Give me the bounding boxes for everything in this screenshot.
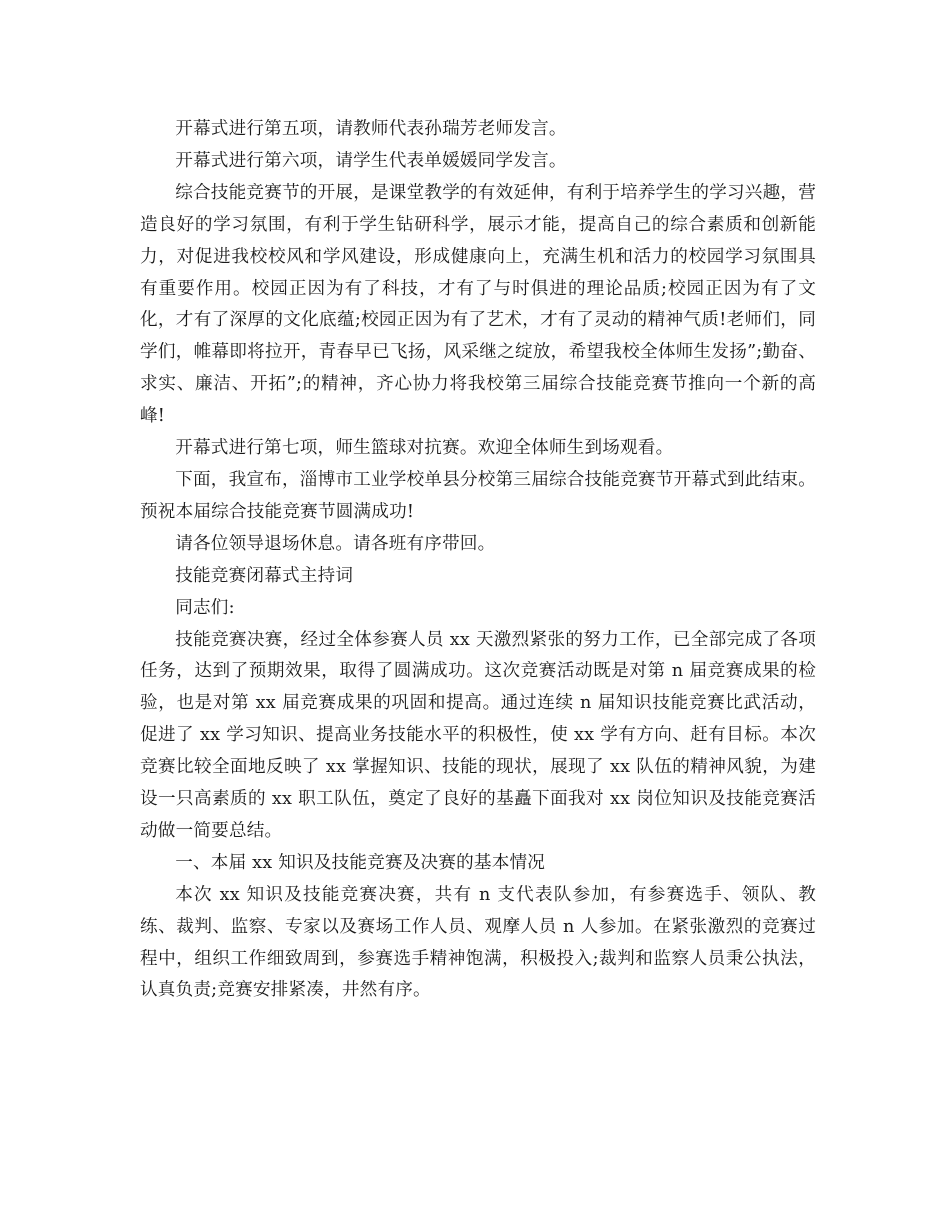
paragraph-closing-announcement: 下面，我宣布，淄博市工业学校单县分校第三届综合技能竞赛节开幕式到此结束。预祝本届综合技能竞赛节圆满成功! [140,469,816,522]
paragraph-competition-details: 本次 xx 知识及技能竞赛决赛，共有 n 支代表队参加，有参赛选手、领队、教练、裁判、监察、专家以及赛场工作人员、观摩人员 n 人参加。在紧张激烈的竞赛过程中，组织工作细致周到，参赛选手精神饱满，积极投入;裁判和监察人员秉公执法，认真负责;竞赛安排紧凑，井然有序。 [140,884,816,1001]
paragraph-leaders-leave: 请各位领导退场休息。请各班有序带回。 [175,533,496,554]
section-heading-basic-situation: 一、本届 xx 知识及技能竞赛及决赛的基本情况 [175,852,546,873]
section-heading-closing-script: 技能竞赛闭幕式主持词 [175,565,354,586]
paragraph-item-5-speech: 开幕式进行第五项，请教师代表孙瑞芳老师发言。 [175,119,567,139]
paragraph-salutation: 同志们: [175,597,235,618]
paragraph-item-6-speech: 开幕式进行第六项，请学生代表单媛媛同学发言。 [175,150,567,171]
paragraph-item-7-basketball: 开幕式进行第七项，师生篮球对抗赛。欢迎全体师生到场观看。 [175,438,674,459]
paragraph-skills-festival: 综合技能竞赛节的开展，是课堂教学的有效延伸，有利于培养学生的学习兴趣，营造良好的学习氛围，有利于学生钻研科学，展示才能，提高自己的综合素质和创新能力，对促进我校校风和学风建设，形成健康向上，充满生机和活力的校园学习氛围具有重要作用。校园正因为有了科技，才有了与时俱进的理论品质;校园正因为有了文化，才有了深厚的文化底蕴;校园正因为有了艺术，才有了灵动的精神气质!老师们，同学们，帷幕即将拉开，青春早已飞扬，风采继之绽放，希望我校全体师生发扬”;勤奋、求实、廉洁、开拓”;的精神，齐心协力将我校第三届综合技能竞赛节推向一个新的高峰! [140,182,816,427]
paragraph-final-summary: 技能竞赛决赛，经过全体参赛人员 xx 天激烈紧张的努力工作，已全部完成了各项任务，达到了预期效果，取得了圆满成功。这次竞赛活动既是对第 n 届竞赛成果的检验，也是对第 xx 届竞赛成果的巩固和提高。通过连续 n 届知识技能竞赛比武活动，促进了 xx 学习知识、提高业务技能水平的积极性，使 xx 学有方向、赶有目标。本次竞赛比较全面地反映了 xx 掌握知识、技能的现状，展现了 xx 队伍的精神风貌，为建设一只高素质的 xx 职工队伍，奠定了良好的基矗下面我对 xx 岗位知识及技能竞赛活动做一简要总结。 [140,629,816,841]
document-body [140,114,816,1007]
